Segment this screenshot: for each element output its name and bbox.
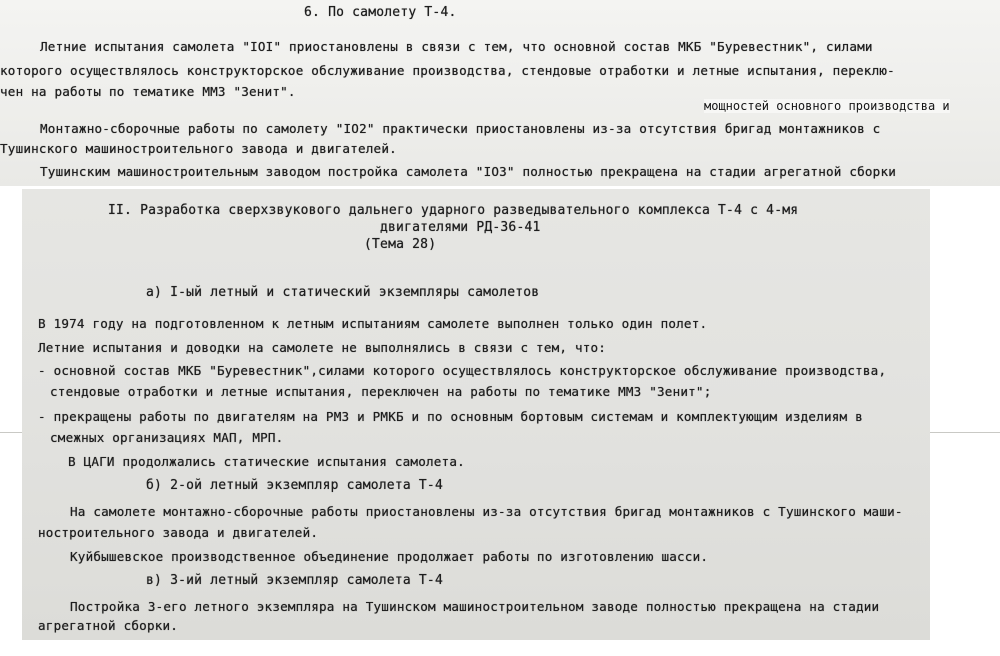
paragraph-line: Монтажно-сборочные работы по самолету "IO2" практически приостановлены из-за отсутствия бригад монтажников с: [40, 121, 881, 136]
section-heading-t4: 6. По самолету Т-4.: [304, 5, 457, 20]
subsection-heading-c: в) 3-ий летный экземпляр самолета Т-4: [146, 573, 443, 588]
top-document-scan: [0, 0, 1000, 186]
report-title: (Тема 28): [364, 237, 437, 252]
paragraph-line: агрегатной сборки.: [38, 618, 179, 633]
subsection-heading-a: а) I-ый летный и статический экземпляры самолетов: [146, 285, 540, 300]
list-item: - прекращены работы по двигателям на РМЗ и РМКБ и по основным бортовым системам и комплектующим изделиям в: [38, 409, 863, 424]
bottom-document-scan: [22, 189, 930, 640]
paragraph-line: В ЦАГИ продолжались статические испытания самолета.: [68, 454, 465, 469]
list-item-continuation: смежных организациях МАП, МРП.: [50, 430, 284, 445]
paragraph-line: На самолете монтажно-сборочные работы приостановлены из-за отсутствия бригад монтажников с Тушинского маши-: [70, 504, 903, 519]
paragraph-line: Куйбышевское производственное объединение продолжает работы по изготовлению шасси.: [70, 549, 709, 564]
paragraph-line: Тушинским машиностроительным заводом постройка самолета "IO3" полностью прекращена на стадии агрегатной сборки: [40, 164, 897, 179]
paragraph-line: Летние испытания самолета "IOI" приостановлены в связи с тем, что основной состав МКБ "Буревестник", силами: [40, 39, 873, 54]
report-title: двигателями РД-36-41: [380, 220, 541, 235]
paragraph-line: Летние испытания и доводки на самолете не выполнялись в связи с тем, что:: [38, 340, 607, 355]
paragraph-line: Постройка 3-его летного экземпляра на Тушинском машиностроительном заводе полностью прекращена на стадии: [70, 599, 880, 614]
report-title: II. Разработка сверхзвукового дальнего ударного разведывательного комплекса Т-4 с 4-мя: [108, 203, 799, 218]
page-separator: [930, 432, 1000, 433]
paragraph-line: чен на работы по тематике ММЗ "Зенит".: [0, 84, 296, 99]
paragraph-line: которого осуществлялось конструкторское обслуживание производства, стендовые отработки и летные испытания, переклю-: [0, 63, 895, 78]
paragraph-line: Тушинского машиностроительного завода и двигателей.: [0, 141, 397, 156]
page-separator: [0, 432, 22, 433]
paragraph-line: ностроительного завода и двигателей.: [38, 525, 319, 540]
overlay-text-fragment: мощностей основного производства и: [704, 99, 950, 113]
list-item: - основной состав МКБ "Буревестник",силами которого осуществлялось конструкторское обслуживание производства,: [38, 363, 887, 378]
subsection-heading-b: б) 2-ой летный экземпляр самолета Т-4: [146, 478, 443, 493]
paragraph-line: В 1974 году на подготовленном к летным испытаниям самолете выполнен только один полет.: [38, 316, 708, 331]
list-item-continuation: стендовые отработки и летные испытания, переключен на работы по тематике ММЗ "Зенит";: [50, 384, 712, 399]
